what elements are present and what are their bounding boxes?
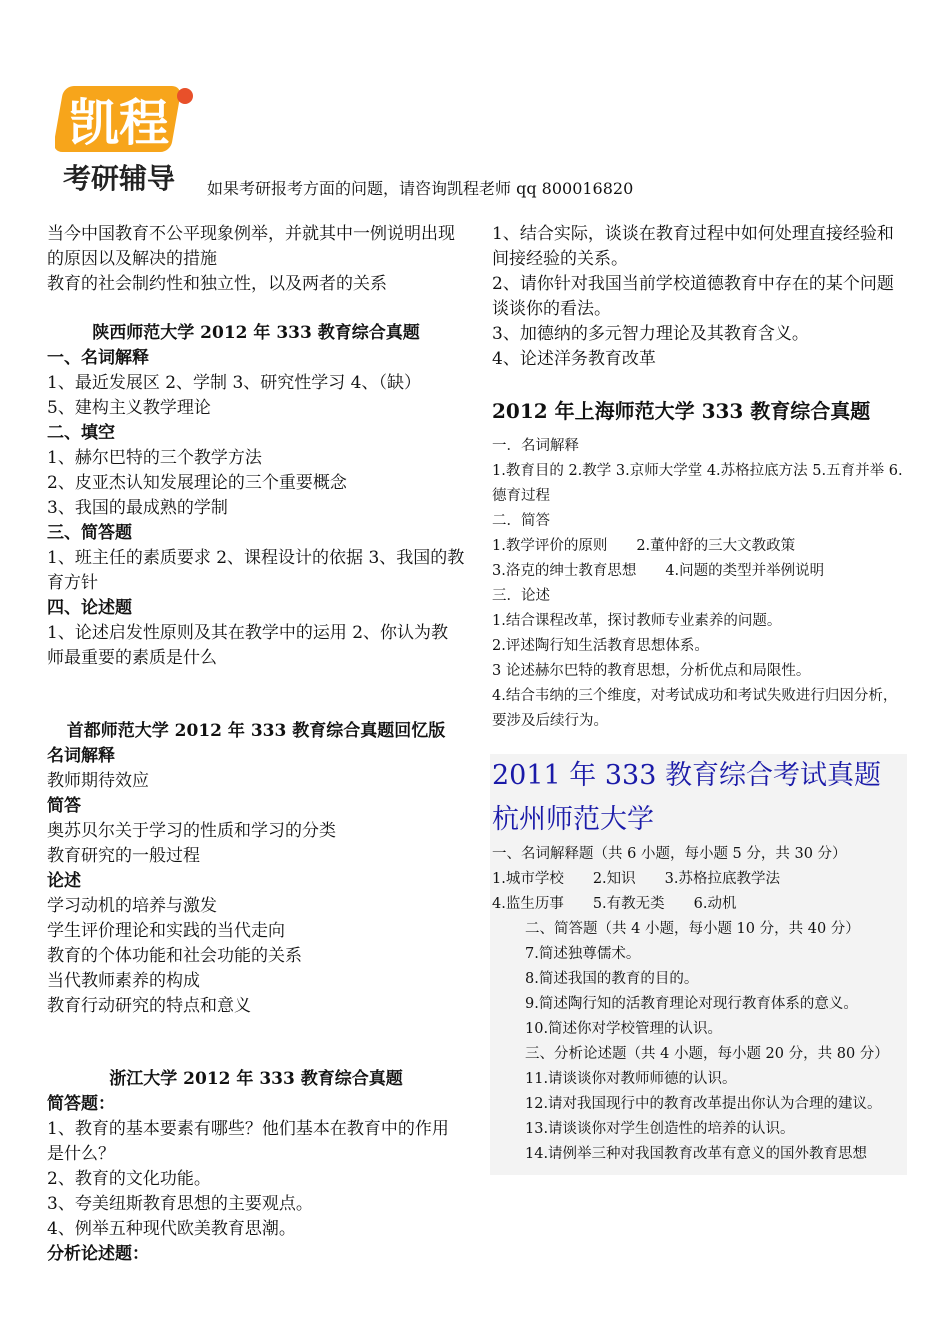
question-line: 4.监生历事 5.有教无类 6.动机 (492, 896, 737, 912)
question-line: 2.评述陶行知生活教育思想体系。 (492, 638, 709, 654)
left-column (47, 222, 465, 1267)
section-title: 2012 年上海师范大学 333 教育综合真题 (492, 399, 871, 423)
question-line: 1.教育目的 2.教学 3.京师大学堂 4.苏格拉底方法 5.五育并举 6.德育过程 (492, 463, 903, 504)
section-heading: 一、名词解释 (47, 348, 149, 368)
question-line: 教育的个体功能和社会功能的关系 (47, 946, 302, 966)
question-line: 12.请对我国现行中的教育改革提出你认为合理的建议。 (525, 1096, 882, 1112)
section-title: 首都师范大学 2012 年 333 教育综合真题回忆版 (66, 721, 446, 741)
question-line: 奥苏贝尔关于学习的性质和学习的分类 (47, 821, 336, 841)
section-heading: 三．论述 (492, 588, 550, 604)
question-line: 8.简述我国的教育的目的。 (525, 971, 699, 987)
intro-line: 当今中国教育不公平现象例举，并就其中一例说明出现的原因以及解决的措施 (47, 224, 455, 269)
section-heading: 名词解释 (47, 746, 115, 766)
question-line: 2、请你针对我国当前学校道德教育中存在的某个问题谈谈你的看法。 (492, 274, 894, 319)
section-heading: 简答 (47, 796, 81, 816)
question-line: 当代教师素养的构成 (47, 971, 200, 991)
intro-line: 教育的社会制约性和独立性，以及两者的关系 (47, 274, 387, 294)
question-line: 14.请例举三种对我国教育改革有意义的国外教育思想 (525, 1146, 868, 1162)
question-line: 1、班主任的素质要求 2、课程设计的依据 3、我国的教育方针 (47, 548, 465, 593)
logo-graphic (55, 80, 205, 198)
question-line: 4、论述洋务教育改革 (492, 349, 656, 369)
section-title: 陕西师范大学 2012 年 333 教育综合真题 (92, 323, 420, 343)
question-line: 学生评价理论和实践的当代走向 (47, 921, 285, 941)
question-line: 3.洛克的绅士教育思想 4.问题的类型并举例说明 (492, 563, 825, 579)
right-column (492, 222, 907, 1175)
question-line: 教育行动研究的特点和意义 (47, 996, 251, 1016)
question-line: 教师期待效应 (47, 771, 149, 791)
question-line: 1、最近发展区 2、学制 3、研究性学习 4、（缺） (47, 373, 421, 393)
hangzhou-exam-block (490, 754, 907, 1175)
section-title: 浙江大学 2012 年 333 教育综合真题 (109, 1069, 403, 1089)
section-heading: 分析论述题： (47, 1244, 149, 1264)
question-line: 5、建构主义教学理论 (47, 398, 211, 418)
section-heading: 二．简答 (492, 513, 550, 529)
section-heading: 三、分析论述题（共 4 小题，每小题 20 分，共 80 分） (525, 1046, 889, 1062)
question-line: 3、夸美纽斯教育思想的主要观点。 (47, 1194, 313, 1214)
logo-sub-text: 考研辅导 (63, 162, 176, 195)
section-heading: 四、论述题 (47, 598, 132, 618)
question-line: 4.结合韦纳的三个维度，对考试成功和考试失败进行归因分析，要涉及后续行为。 (492, 688, 898, 729)
question-line: 2、教育的文化功能。 (47, 1169, 211, 1189)
question-line: 2、皮亚杰认知发展理论的三个重要概念 (47, 473, 347, 493)
section-heading: 三、简答题 (47, 523, 132, 543)
question-line: 3、加德纳的多元智力理论及其教育含义。 (492, 324, 809, 344)
question-line: 1、结合实际，谈谈在教育过程中如何处理直接经验和间接经验的关系。 (492, 224, 894, 269)
question-line: 教育研究的一般过程 (47, 846, 200, 866)
question-line: 9.简述陶行知的活教育理论对现行教育体系的意义。 (525, 996, 858, 1012)
question-line: 10.简述你对学校管理的认识。 (525, 1021, 723, 1037)
kaicheng-logo (55, 80, 205, 198)
question-line: 1、赫尔巴特的三个教学方法 (47, 448, 262, 468)
contact-line: 如果考研报考方面的问题，请咨询凯程老师 qq 800016820 (207, 179, 634, 198)
question-line: 11.请谈谈你对教师师德的认识。 (525, 1071, 737, 1087)
logo-main-text: 凯程 (69, 94, 169, 152)
section-heading: 一、名词解释题（共 6 小题，每小题 5 分，共 30 分） (492, 846, 847, 862)
question-line: 1、论述启发性原则及其在教学中的运用 2、你认为教师最重要的素质是什么 (47, 623, 449, 668)
section-heading: 二、简答题（共 4 小题，每小题 10 分，共 40 分） (525, 921, 860, 937)
section-heading: 简答题： (47, 1094, 115, 1114)
question-line: 1.教学评价的原则 2.董仲舒的三大文教政策 (492, 538, 796, 554)
section-heading: 论述 (47, 871, 81, 891)
question-line: 1.结合课程改革，探讨教师专业素养的问题。 (492, 613, 782, 629)
section-title: 2011 年 333 教育综合考试真题杭州师范大学 (492, 760, 881, 835)
question-line: 1、教育的基本要素有哪些？他们基本在教育中的作用是什么？ (47, 1119, 449, 1164)
section-heading: 一．名词解释 (492, 438, 579, 454)
question-line: 4、例举五种现代欧美教育思潮。 (47, 1219, 296, 1239)
question-line: 3 论述赫尔巴特的教育思想，分析优点和局限性。 (492, 663, 811, 679)
question-line: 7.简述独尊儒术。 (525, 946, 641, 962)
logo-dot-icon (177, 88, 193, 104)
question-line: 学习动机的培养与激发 (47, 896, 217, 916)
question-line: 13.请谈谈你对学生创造性的培养的认识。 (525, 1121, 795, 1137)
question-line: 3、我国的最成熟的学制 (47, 498, 228, 518)
question-line: 1.城市学校 2.知识 3.苏格拉底教学法 (492, 871, 781, 887)
section-heading: 二、填空 (47, 423, 115, 443)
